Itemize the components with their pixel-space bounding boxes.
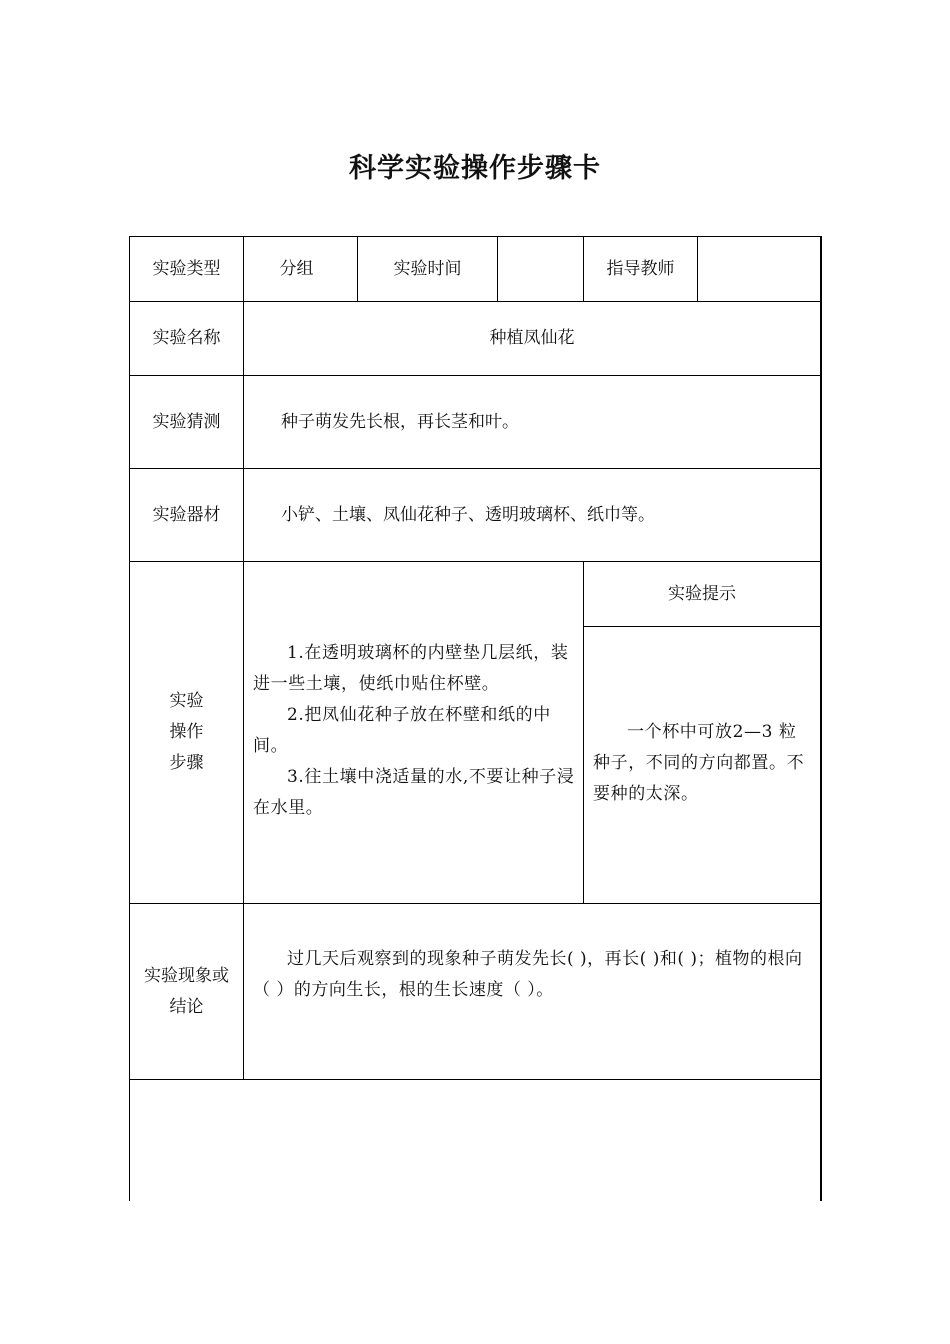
experiment-materials-value: 小铲、土壤、凤仙花种子、透明玻璃杯、纸巾等。 <box>281 505 655 525</box>
table-border-right <box>820 236 822 1201</box>
hint-header: 实验提示 <box>668 583 736 604</box>
instructor-label: 指导教师 <box>606 258 675 279</box>
observation-label-line: 结论 <box>169 996 204 1017</box>
procedure-label-line: 步骤 <box>169 753 204 773</box>
experiment-time-value <box>498 237 583 301</box>
procedure-label-line: 实验 <box>169 691 204 711</box>
observation-label-line: 实验现象或 <box>144 965 229 986</box>
procedure-label <box>130 562 243 903</box>
procedure-steps <box>244 638 583 824</box>
hint-text <box>584 717 820 810</box>
blank-area <box>130 1080 820 1201</box>
procedure-label-line: 操作 <box>169 722 204 742</box>
procedure-step: 2.把凤仙花种子放在杯壁和纸的中间。 <box>253 705 551 756</box>
procedure-step: 3.往土壤中浇适量的水,不要让种子浸在水里。 <box>253 767 575 818</box>
page-title: 科学实验操作步骤卡 <box>349 153 601 184</box>
hint-paragraph: 一个杯中可放2—3 粒种子，不同的方向都置。不要种的太深。 <box>593 722 805 804</box>
observation-label <box>130 904 243 1079</box>
experiment-type-label: 实验类型 <box>152 258 221 279</box>
observation-paragraph: 过几天后观察到的现象种子萌发先长( )，再长( )和( )；植物的根向（ ）的方向生长，根的生长速度（ ）。 <box>253 949 803 1000</box>
experiment-type-value: 分组 <box>279 258 314 279</box>
experiment-time-label: 实验时间 <box>393 258 462 279</box>
experiment-hypothesis-label: 实验猜测 <box>152 411 221 432</box>
experiment-name-label: 实验名称 <box>152 328 221 348</box>
experiment-hypothesis-value: 种子萌发先长根，再长茎和叶。 <box>281 412 519 432</box>
observation-text <box>244 944 820 1006</box>
instructor-value <box>698 237 820 301</box>
table-rule <box>583 626 821 627</box>
procedure-step: 1.在透明玻璃杯的内壁垫几层纸，装进一些土壤，使纸巾贴住杯壁。 <box>253 643 569 694</box>
experiment-name-value: 种植凤仙花 <box>489 328 575 348</box>
experiment-materials-label: 实验器材 <box>152 504 221 525</box>
